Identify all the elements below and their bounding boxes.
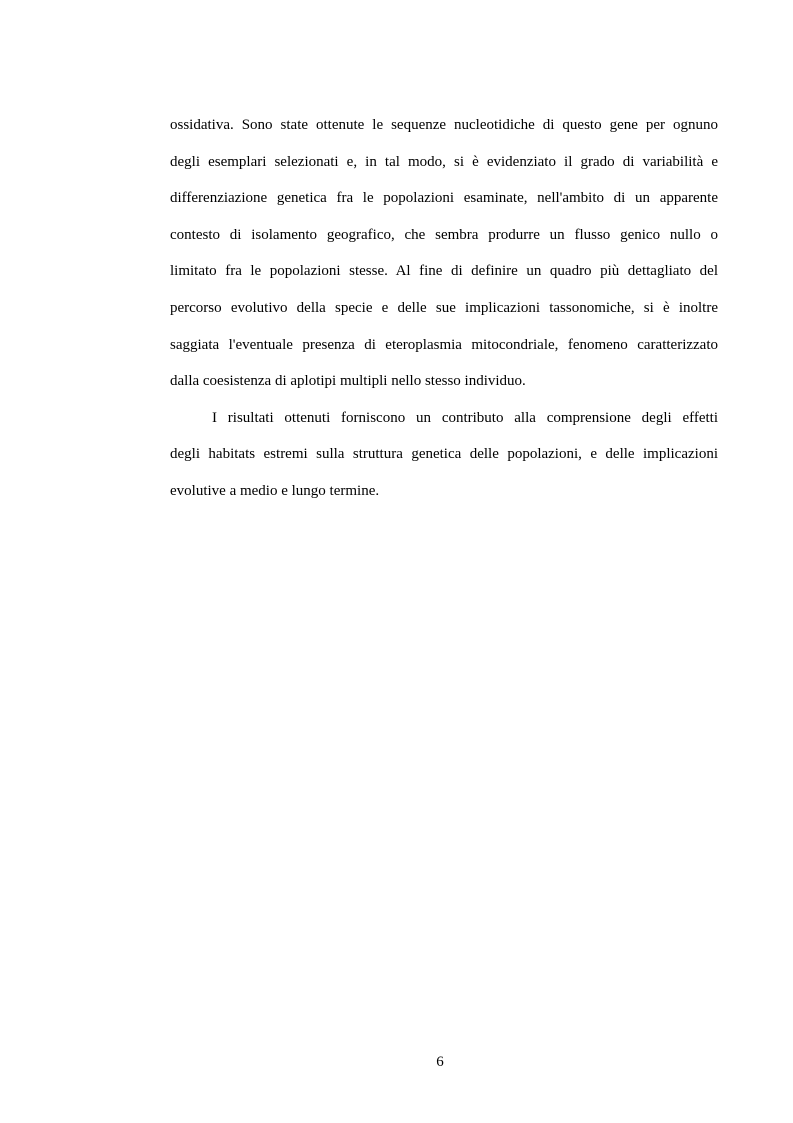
paragraph: [170, 110, 718, 403]
text-line: evolutive a medio e lungo termine.: [170, 482, 380, 499]
text-line: degli esemplari selezionati e, in tal modo, si è evidenziato il grado di variabilità e: [170, 153, 718, 170]
text-line: contesto di isolamento geografico, che sembra produrre un flusso genico nullo o: [170, 226, 718, 243]
text-line: limitato fra le popolazioni stesse. Al fine di definire un quadro più dettagliato del: [170, 263, 718, 280]
text-line: percorso evolutivo della specie e delle sue implicazioni tassonomiche, si è inoltre: [170, 299, 718, 316]
page-number: 6: [436, 1054, 444, 1070]
body-text: [170, 110, 718, 513]
text-line: I risultati ottenuti forniscono un contributo alla comprensione degli effetti: [212, 409, 718, 426]
text-line: dalla coesistenza di aplotipi multipli nello stesso individuo.: [170, 373, 526, 390]
text-line: ossidativa. Sono state ottenute le sequenze nucleotidiche di questo gene per ognuno: [170, 117, 718, 133]
text-line: degli habitats estremi sulla struttura genetica delle popolazioni, e delle implicazioni: [170, 446, 718, 463]
paragraph: [170, 403, 718, 513]
text-line: differenziazione genetica fra le popolazioni esaminate, nell'ambito di un apparente: [170, 190, 718, 207]
text-line: saggiata l'eventuale presenza di eteroplasmia mitocondriale, fenomeno caratterizzato: [170, 336, 718, 353]
